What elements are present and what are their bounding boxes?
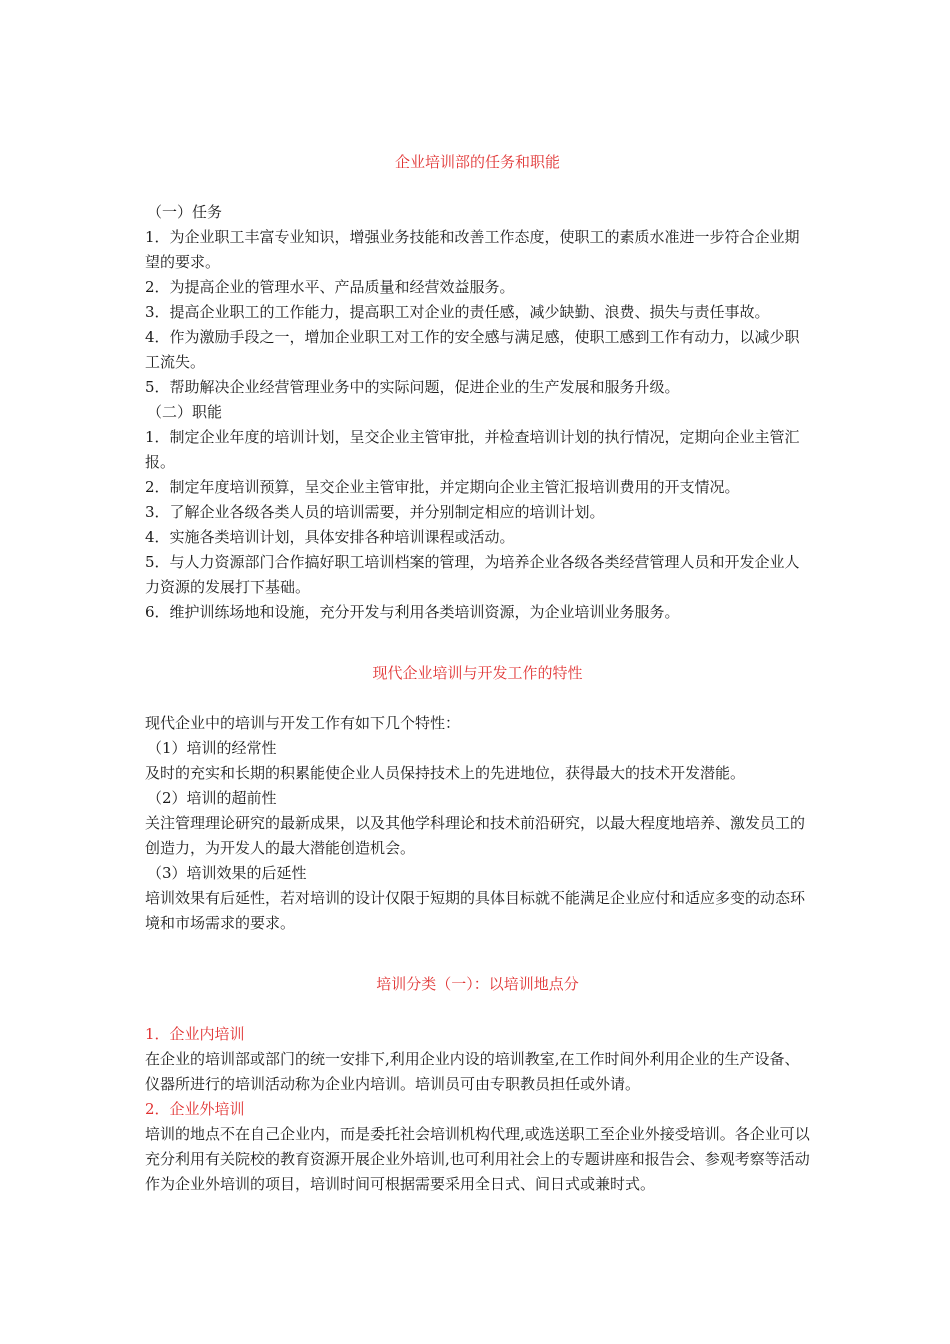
paragraph: 2．制定年度培训预算，呈交企业主管审批，并定期向企业主管汇报培训费用的开支情况。 <box>145 478 740 496</box>
paragraph: 3．提高企业职工的工作能力，提高职工对企业的责任感，减少缺勤、浪费、损失与责任事故。 <box>145 303 770 321</box>
subheading: （2）培训的超前性 <box>147 789 277 807</box>
subheading: 1．企业内培训 <box>145 1025 245 1043</box>
paragraph: 2．为提高企业的管理水平、产品质量和经营效益服务。 <box>145 278 515 296</box>
section-tasks-functions <box>145 150 810 625</box>
section-classification <box>145 947 810 1197</box>
subheading: （一）任务 <box>147 203 223 221</box>
paragraph: 1．为企业职工丰富专业知识，增强业务技能和改善工作态度，使职工的素质水准进一步符合企业期望的要求。 <box>145 228 800 271</box>
paragraph: 4．作为激励手段之一，增加企业职工对工作的安全感与满足感，使职工感到工作有动力，以减少职工流失。 <box>145 328 800 371</box>
subheading: 2．企业外培训 <box>145 1100 245 1118</box>
paragraph: 6．维护训练场地和设施，充分开发与利用各类培训资源，为企业培训业务服务。 <box>145 603 680 621</box>
paragraph: 1．制定企业年度的培训计划，呈交企业主管审批，并检查培训计划的执行情况，定期向企业主管汇报。 <box>145 428 800 471</box>
paragraph: 在企业的培训部或部门的统一安排下,利用企业内设的培训教室,在工作时间外利用企业的生产设备、仪器所进行的培训活动称为企业内培训。培训员可由专职教员担任或外请。 <box>145 1050 800 1093</box>
paragraph: 3．了解企业各级各类人员的培训需要，并分别制定相应的培训计划。 <box>145 503 605 521</box>
paragraph: 4．实施各类培训计划，具体安排各种培训课程或活动。 <box>145 528 515 546</box>
paragraph: 现代企业中的培训与开发工作有如下几个特性： <box>145 714 461 732</box>
paragraph: 关注管理理论研究的最新成果，以及其他学科理论和技术前沿研究，以最大程度地培养、激发员工的创造力，为开发人的最大潜能创造机会。 <box>145 814 806 857</box>
paragraph: 培训的地点不在自己企业内，而是委托社会培训机构代理,或选送职工至企业外接受培训。各企业可以充分利用有关院校的教育资源开展企业外培训,也可利用社会上的专题讲座和报告会、参观考察等活动作为企业外培训的项目，培训时间可根据需要采用全日式、间日式或兼时式。 <box>145 1125 810 1193</box>
section-title: 企业培训部的任务和职能 <box>394 153 560 171</box>
subheading: （二）职能 <box>147 403 223 421</box>
paragraph: 5．与人力资源部门合作搞好职工培训档案的管理，为培养企业各级各类经营管理人员和开发企业人力资源的发展打下基础。 <box>145 553 800 596</box>
section-title: 现代企业培训与开发工作的特性 <box>372 664 583 682</box>
subheading: （3）培训效果的后延性 <box>147 864 307 882</box>
document-page <box>145 150 810 1197</box>
paragraph: 及时的充实和长期的积累能使企业人员保持技术上的先进地位，获得最大的技术开发潜能。 <box>145 764 746 782</box>
paragraph: 5．帮助解决企业经营管理业务中的实际问题，促进企业的生产发展和服务升级。 <box>145 378 680 396</box>
subheading: （1）培训的经常性 <box>147 739 277 757</box>
section-title: 培训分类（一）：以培训地点分 <box>376 975 579 993</box>
paragraph: 培训效果有后延性，若对培训的设计仅限于短期的具体目标就不能满足企业应付和适应多变的动态环境和市场需求的要求。 <box>145 889 806 932</box>
section-characteristics <box>145 636 810 936</box>
